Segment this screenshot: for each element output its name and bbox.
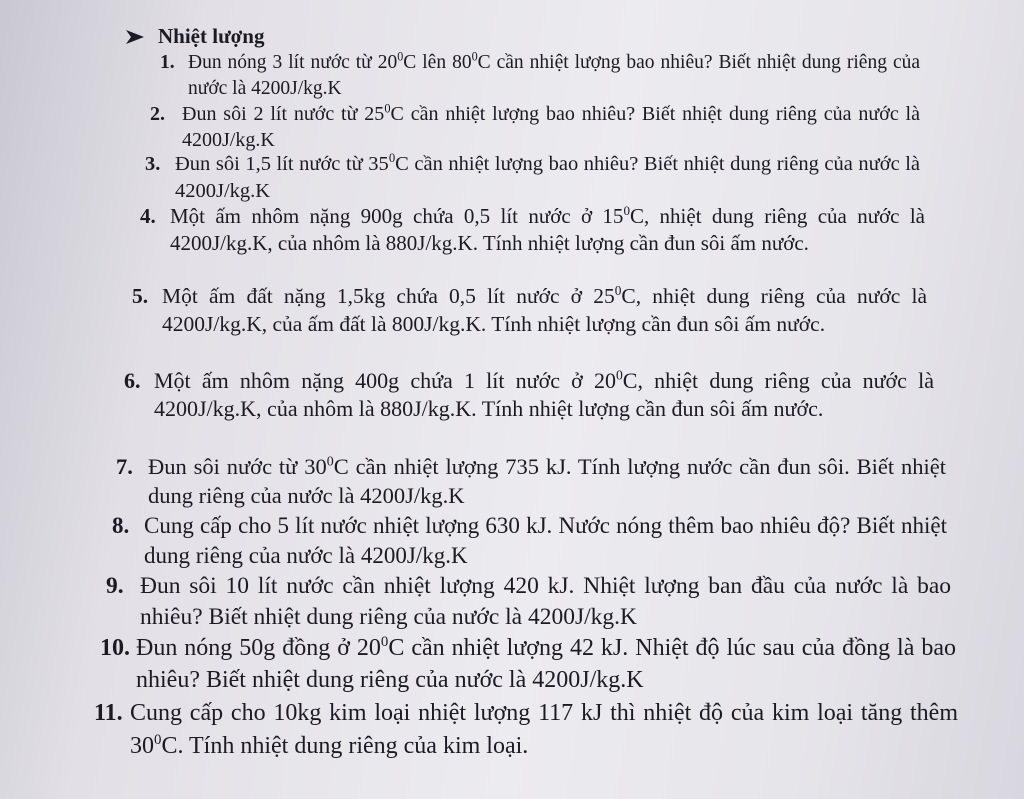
problem-text: Đun sôi 10 lít nước cần nhiệt lượng 420 kJ. Nhiệt lượng ban đầu của nước là bao nhiêu? Biết nhiệt dung riêng của nước là 4200J/kg.K <box>140 573 951 630</box>
problem-text: Đun nóng 50g đồng ở $20^0C$ cần nhiệt lượng 42 kJ. Nhiệt độ lúc sau của đồng là bao nhiêu? Biết nhiệt dung riêng của nước là 4200J/kg.K <box>136 634 956 693</box>
problem-text: Đun sôi 2 lít nước từ $25^0C$ cần nhiệt lượng bao nhiêu? Biết nhiệt dung riêng của nước là 4200J/kg.K <box>182 101 920 151</box>
problem-number: 5. <box>132 284 149 308</box>
problem-text: Một ấm đất nặng 1,5kg chứa 0,5 lít nước ở $25^0C$, nhiệt dung riêng của nước là 4200J/kg.K, của ấm đất là 800J/kg.K. Tính nhiệt lượng cần đun sôi ấm nước. <box>162 282 927 336</box>
problem-item <box>145 151 920 205</box>
problem-text: Một ấm nhôm nặng 400g chứa 1 lít nước ở $20^0C$, nhiệt dung riêng của nước là 4200J/kg.K, của nhôm là 880J/kg.K. Tính nhiệt lượng cần đun sôi ấm nước. <box>154 367 934 421</box>
problem-number: 6. <box>124 368 141 393</box>
problem-number: 2. <box>150 103 165 125</box>
problem-item <box>100 632 956 696</box>
problem-text: Cung cấp cho 5 lít nước nhiệt lượng 630 kJ. Nước nóng thêm bao nhiêu độ? Biết nhiệt dung riêng của nước là 4200J/kg.K <box>144 513 947 568</box>
problem-item <box>106 571 951 633</box>
problem-text: Đun sôi 1,5 lít nước từ $35^0C$ cần nhiệt lượng bao nhiêu? Biết nhiệt dung riêng của nước là 4200J/kg.K <box>175 151 920 202</box>
problem-item <box>94 697 958 763</box>
problem-number: 9. <box>106 573 124 599</box>
problem-item <box>150 101 920 153</box>
problem-item <box>116 452 946 510</box>
arrow-bullet-icon <box>124 28 146 46</box>
problem-number: 7. <box>116 454 133 479</box>
problem-text: Một ấm nhôm nặng 900g chứa 0,5 lít nước ở $15^0C$, nhiệt dung riêng của nước là 4200J/kg.K, của nhôm là 880J/kg.K. Tính nhiệt lượng cần đun sôi ấm nước. <box>170 203 926 255</box>
problem-number: 4. <box>140 204 156 228</box>
problem-number: 1. <box>160 52 175 73</box>
problem-number: 10. <box>100 635 130 661</box>
problem-text: Đun sôi nước từ $30^0C$ cần nhiệt lượng 735 kJ. Tính lượng nước cần đun sôi. Biết nhiệt dung riêng của nước là 4200J/kg.K <box>148 454 946 508</box>
section-heading <box>124 24 265 49</box>
problem-text: Đun nóng 3 lít nước từ $20^0C$ lên $80^0C$ cần nhiệt lượng bao nhiêu? Biết nhiệt dung riêng của nước là 4200J/kg.K <box>188 49 921 99</box>
problem-item <box>124 367 934 423</box>
problem-number: 8. <box>112 513 130 538</box>
problem-item <box>112 511 947 571</box>
section-title: Nhiệt lượng <box>158 24 265 48</box>
problem-number: 11. <box>94 700 123 726</box>
problem-number: 3. <box>145 153 161 175</box>
problem-item <box>160 50 920 102</box>
problem-item <box>132 283 927 338</box>
problem-item <box>140 203 925 257</box>
problem-text: Cung cấp cho 10kg kim loại nhiệt lượng 117 kJ thì nhiệt độ của kim loại tăng thêm $30^0C$. Tính nhiệt dung riêng của kim loại. <box>130 700 958 759</box>
